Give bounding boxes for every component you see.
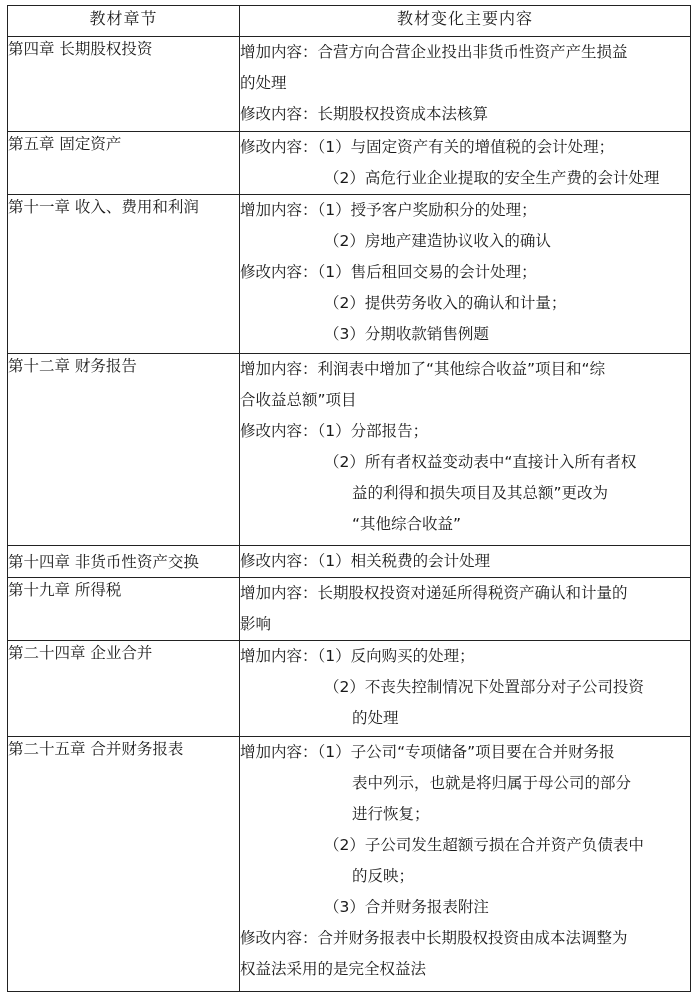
- content-line: 增加内容：利润表中增加了“其他综合收益”项目和“综: [240, 360, 606, 378]
- content-line: 进行恢复；: [352, 805, 430, 823]
- content-line: 修改内容：（1）相关税费的会计处理: [240, 552, 491, 570]
- content-cell: [240, 354, 691, 546]
- content-cell: [240, 195, 691, 354]
- chapter-cell: 第二十四章 企业合并: [8, 641, 240, 737]
- content-line: （3）分期收款销售例题: [324, 325, 489, 343]
- table-row: [8, 578, 691, 641]
- content-line: 增加内容：合营方向合营企业投出非货币性资产产生损益: [240, 43, 628, 61]
- content-cell: [240, 132, 691, 195]
- content-line: 合收益总额”项目: [240, 391, 357, 409]
- chapter-cell: 第五章 固定资产: [8, 132, 240, 195]
- table-row: [8, 737, 691, 992]
- table-row: [8, 546, 691, 578]
- content-line: 增加内容：长期股权投资对递延所得税资产确认和计量的: [240, 584, 628, 602]
- content-line: 增加内容：（1）反向购买的处理；: [240, 647, 475, 665]
- header-row: [8, 6, 691, 37]
- content-cell: [240, 737, 691, 992]
- content-line: 修改内容：长期股权投资成本法核算: [240, 105, 489, 123]
- content-line: 影响: [240, 615, 272, 633]
- content-line: 的反映；: [352, 867, 415, 885]
- content-line: 的处理: [352, 709, 399, 727]
- content-line: （2）所有者权益变动表中“直接计入所有者权: [324, 453, 637, 471]
- content-line: 表中列示，也就是将归属于母公司的部分: [352, 774, 632, 792]
- table-row: [8, 195, 691, 354]
- table-row: [8, 641, 691, 737]
- table-row: [8, 354, 691, 546]
- content-line: 修改内容：（1）售后租回交易的会计处理；: [240, 263, 537, 281]
- chapter-cell: 第十二章 财务报告: [8, 354, 240, 546]
- table-row: [8, 37, 691, 132]
- chapter-cell: 第十九章 所得税: [8, 578, 240, 641]
- content-line: 益的利得和损失项目及其总额”更改为: [352, 484, 609, 502]
- chapter-cell: 第四章 长期股权投资: [8, 37, 240, 132]
- header-chapter: 教材章节: [8, 6, 240, 37]
- content-cell: [240, 641, 691, 737]
- content-line: （2）提供劳务收入的确认和计量；: [324, 294, 567, 312]
- content-line: （2）房地产建造协议收入的确认: [324, 232, 551, 250]
- content-line: 增加内容：（1）授予客户奖励积分的处理；: [240, 201, 537, 219]
- content-line: 增加内容：（1）子公司“专项储备”项目要在合并财务报: [240, 743, 615, 761]
- content-line: （2）子公司发生超额亏损在合并资产负债表中: [324, 836, 644, 854]
- chapter-cell: 第十四章 非货币性资产交换: [8, 546, 240, 578]
- content-line: 修改内容：（1）分部报告；: [240, 422, 429, 440]
- changes-table: [7, 5, 691, 992]
- content-line: （2）高危行业企业提取的安全生产费的会计处理: [324, 169, 660, 187]
- content-cell: [240, 546, 691, 578]
- table-row: [8, 132, 691, 195]
- content-line: （2）不丧失控制情况下处置部分对子公司投资: [324, 678, 644, 696]
- content-cell: [240, 37, 691, 132]
- content-line: 的处理: [240, 74, 287, 92]
- content-line: “其他综合收益”: [352, 515, 462, 533]
- chapter-cell: 第十一章 收入、费用和利润: [8, 195, 240, 354]
- chapter-cell: 第二十五章 合并财务报表: [8, 737, 240, 992]
- header-content: 教材变化主要内容: [240, 6, 691, 37]
- content-line: 修改内容：（1）与固定资产有关的增值税的会计处理；: [240, 138, 615, 156]
- content-cell: [240, 578, 691, 641]
- content-line: 修改内容：合并财务报表中长期股权投资由成本法调整为: [240, 929, 628, 947]
- content-line: （3）合并财务报表附注: [324, 898, 489, 916]
- content-line: 权益法采用的是完全权益法: [240, 960, 427, 978]
